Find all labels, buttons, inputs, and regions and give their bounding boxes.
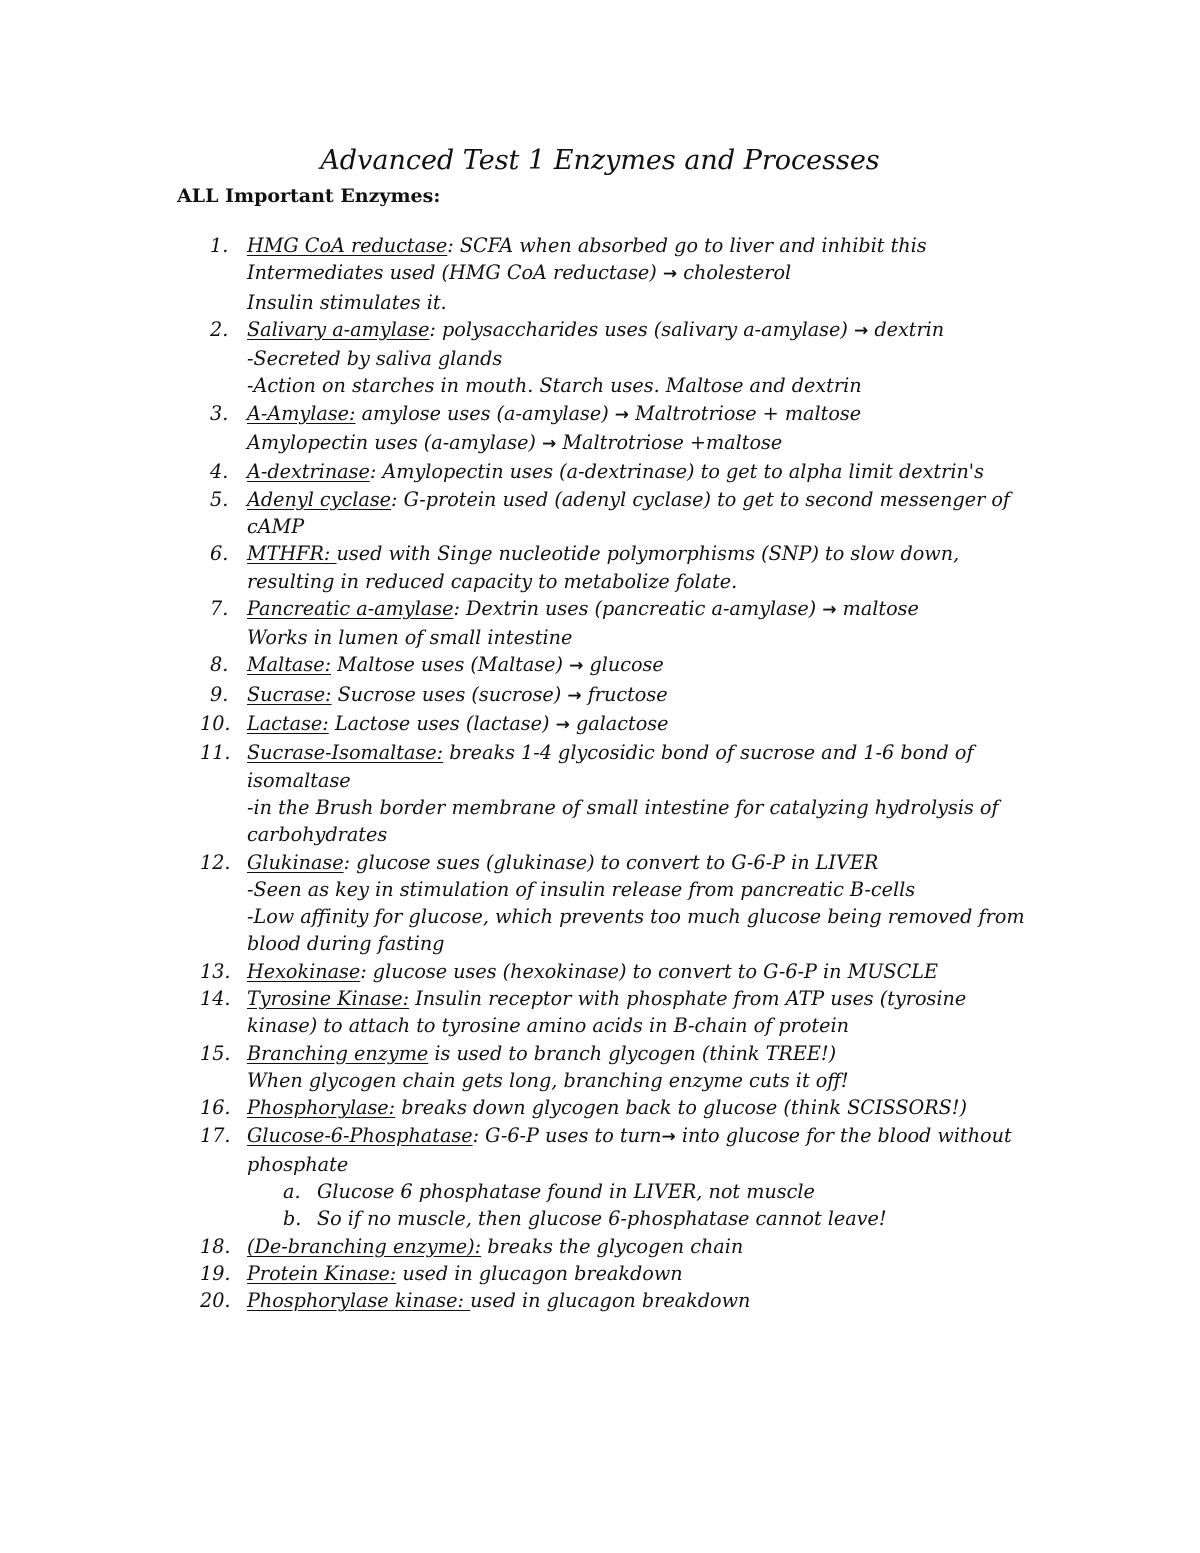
arrow-right-icon: → xyxy=(853,320,869,341)
enzyme-name: Glucose-6-Phosphatase xyxy=(247,1123,473,1147)
enzyme-continuation-line: Works in lumen of small intestine xyxy=(247,626,573,650)
arrow-right-icon: → xyxy=(822,599,837,620)
enzyme-continuation-line: Insulin stimulates it. xyxy=(247,290,447,314)
arrow-right-icon: → xyxy=(662,264,678,285)
enzyme-first-line xyxy=(247,595,1047,624)
enzyme-item xyxy=(0,1122,1047,1233)
document-title: Advanced Test 1 Enzymes and Processes xyxy=(320,145,880,176)
enzyme-continuation-line: -Low affinity for glucose, which prevents too much glucose being removed from xyxy=(247,905,1025,929)
enzyme-name: A-dextrinase xyxy=(247,460,370,484)
enzyme-first-line xyxy=(247,486,1047,513)
enzyme-description: used in glucagon breakdown xyxy=(396,1261,683,1285)
enzyme-continuation-line: -Action on starches in mouth. Starch uses. Maltose and dextrin xyxy=(247,374,862,398)
enzyme-first-line xyxy=(247,651,1047,680)
enzyme-item xyxy=(0,400,1047,459)
enzyme-description: : Amylopectin uses (a-dextrinase) to get to alpha limit dextrin's xyxy=(369,460,984,484)
enzyme-number: 19. xyxy=(200,1261,231,1285)
enzyme-number: 12. xyxy=(200,850,231,874)
enzyme-name: Lactase: xyxy=(247,712,329,736)
section-heading: ALL Important Enzymes: xyxy=(177,185,441,207)
enzyme-continuation-line: phosphate xyxy=(247,1152,349,1176)
enzyme-name: A-Amylase: xyxy=(247,401,356,425)
enzyme-name: Tyrosine Kinase: xyxy=(247,987,410,1011)
enzyme-first-line xyxy=(247,1040,1047,1067)
enzyme-sub-list xyxy=(247,1178,1047,1233)
enzyme-number: 10. xyxy=(200,712,231,736)
enzyme-name: Glukinase xyxy=(247,850,344,874)
enzyme-first-line xyxy=(247,710,1047,739)
enzyme-item xyxy=(0,486,1047,541)
enzyme-number: 11. xyxy=(200,741,231,765)
enzyme-description: is used to branch glycogen (think TREE!) xyxy=(428,1041,837,1065)
enzyme-continuation-line: Intermediates used (HMG CoA reductase) → cholesterol xyxy=(247,261,792,285)
enzyme-name: MTHFR: xyxy=(247,542,337,566)
enzyme-first-line xyxy=(247,232,1047,259)
enzyme-name: Phosphorylase kinase: xyxy=(247,1289,471,1313)
enzyme-name: HMG CoA reductase xyxy=(247,234,448,257)
enzyme-list xyxy=(0,232,1200,1315)
enzyme-continuation-line: cAMP xyxy=(247,514,305,538)
enzyme-first-line xyxy=(247,849,1047,876)
enzyme-name: Salivary a-amylase xyxy=(247,317,430,341)
enzyme-number: 16. xyxy=(200,1096,231,1120)
enzyme-first-line xyxy=(247,681,1047,710)
enzyme-name: Pancreatic a-amylase xyxy=(247,596,454,620)
enzyme-description: breaks down glycogen back to glucose (think SCISSORS!) xyxy=(395,1096,967,1120)
arrow-right-icon: → xyxy=(569,656,584,677)
enzyme-item xyxy=(0,651,1047,680)
enzyme-item xyxy=(0,316,1047,400)
enzyme-name: Branching enzyme xyxy=(247,1041,429,1065)
enzyme-description: used with Singe nucleotide polymorphisms (SNP) to slow down, xyxy=(336,542,960,566)
enzyme-item xyxy=(0,739,1047,848)
enzyme-number: 5. xyxy=(210,487,229,511)
enzyme-description: Lactose uses (lactase) → galactose xyxy=(328,712,669,736)
enzyme-item xyxy=(0,458,1047,485)
arrow-right-icon: → xyxy=(567,685,582,706)
enzyme-number: 3. xyxy=(210,401,229,425)
enzyme-number: 15. xyxy=(200,1041,231,1065)
enzyme-item xyxy=(0,1260,1047,1287)
sub-item-text: So if no muscle, then glucose 6-phosphatase cannot leave! xyxy=(317,1207,887,1231)
enzyme-description: : polysaccharides uses (salivary a-amylase) → dextrin xyxy=(429,317,945,341)
enzyme-description: : glucose sues (glukinase) to convert to G-6-P in LIVER xyxy=(343,850,879,874)
enzyme-description: : SCFA when absorbed go to liver and inhibit this xyxy=(447,234,927,257)
enzyme-first-line xyxy=(247,458,1047,485)
arrow-right-icon: → xyxy=(661,1126,676,1147)
arrow-right-icon: → xyxy=(555,715,570,736)
sub-item-letter: a. xyxy=(283,1180,301,1204)
enzyme-description: Maltose uses (Maltase) → glucose xyxy=(331,653,664,677)
enzyme-item xyxy=(0,1287,1047,1314)
enzyme-item xyxy=(0,1094,1047,1121)
enzyme-first-line xyxy=(247,316,1047,345)
enzyme-continuation-line: resulting in reduced capacity to metabolize folate. xyxy=(247,569,738,593)
enzyme-number: 9. xyxy=(210,682,229,706)
enzyme-number: 8. xyxy=(210,653,229,677)
enzyme-name: Phosphorylase: xyxy=(247,1096,396,1120)
enzyme-description: : G-protein used (adenyl cyclase) to get to second messenger of xyxy=(391,487,1011,511)
enzyme-description: : Dextrin uses (pancreatic a-amylase) → maltose xyxy=(453,596,919,620)
enzyme-first-line xyxy=(247,400,1047,429)
enzyme-first-line xyxy=(247,540,1047,567)
enzyme-number: 18. xyxy=(200,1234,231,1258)
enzyme-first-line xyxy=(247,1122,1047,1151)
enzyme-item xyxy=(0,958,1047,985)
enzyme-item xyxy=(0,232,1047,316)
enzyme-number: 2. xyxy=(210,317,229,341)
enzyme-continuation-line: -in the Brush border membrane of small intestine for catalyzing hydrolysis of xyxy=(247,795,999,819)
enzyme-first-line xyxy=(247,985,1047,1012)
enzyme-continuation-line: isomaltase xyxy=(247,768,351,792)
enzyme-first-line xyxy=(247,1233,1047,1260)
enzyme-description: breaks 1-4 glycosidic bond of sucrose and 1-6 bond of xyxy=(443,741,974,765)
enzyme-name: Protein Kinase: xyxy=(247,1261,397,1285)
enzyme-name: Hexokinase xyxy=(247,959,361,983)
enzyme-number: 7. xyxy=(210,596,229,620)
enzyme-first-line xyxy=(247,739,1047,766)
enzyme-first-line xyxy=(247,1094,1047,1121)
enzyme-number: 4. xyxy=(210,460,229,484)
enzyme-description: breaks the glycogen chain xyxy=(481,1234,744,1258)
enzyme-first-line xyxy=(247,1287,1047,1314)
enzyme-description: used in glucagon breakdown xyxy=(470,1289,751,1313)
sub-item-letter: b. xyxy=(283,1207,302,1231)
enzyme-name: Sucrase: xyxy=(247,682,332,706)
enzyme-sub-item xyxy=(247,1178,1047,1205)
enzyme-item xyxy=(0,985,1047,1040)
enzyme-item xyxy=(0,681,1047,710)
arrow-right-icon: → xyxy=(614,404,630,425)
enzyme-number: 13. xyxy=(200,959,231,983)
enzyme-continuation-line: kinase) to attach to tyrosine amino acids in B-chain of protein xyxy=(247,1014,849,1038)
enzyme-continuation-line: -Seen as key in stimulation of insulin release from pancreatic B-cells xyxy=(247,877,916,901)
enzyme-number: 6. xyxy=(210,542,229,566)
enzyme-continuation-line: carbohydrates xyxy=(247,823,388,847)
enzyme-sub-item xyxy=(247,1205,1047,1232)
sub-item-text: Glucose 6 phosphatase found in LIVER, not muscle xyxy=(317,1180,815,1204)
enzyme-first-line xyxy=(247,1260,1047,1287)
enzyme-description: : glucose uses (hexokinase) to convert to G-6-P in MUSCLE xyxy=(360,959,939,983)
enzyme-name: Adenyl cyclase xyxy=(247,487,392,511)
enzyme-item xyxy=(0,710,1047,739)
arrow-right-icon: → xyxy=(542,434,557,455)
enzyme-description: : G-6-P uses to turn→ into glucose for the blood without xyxy=(472,1123,1012,1147)
enzyme-continuation-line: When glycogen chain gets long, branching enzyme cuts it off! xyxy=(247,1068,849,1092)
enzyme-item xyxy=(0,849,1047,958)
enzyme-number: 14. xyxy=(200,987,231,1011)
enzyme-item xyxy=(0,595,1047,652)
enzyme-name: Sucrase-Isomaltase: xyxy=(247,741,444,765)
enzyme-number: 1. xyxy=(210,234,229,257)
enzyme-continuation-line: blood during fasting xyxy=(247,932,445,956)
enzyme-description: Insulin receptor with phosphate from ATP uses (tyrosine xyxy=(409,987,967,1011)
enzyme-description: amylose uses (a-amylase) → Maltrotriose + maltose xyxy=(355,401,862,425)
enzyme-continuation-line: Amylopectin uses (a-amylase) → Maltrotriose +maltose xyxy=(247,431,783,455)
enzyme-item xyxy=(0,1233,1047,1260)
enzyme-name: (De-branching enzyme): xyxy=(247,1234,482,1258)
enzyme-item xyxy=(0,1040,1047,1095)
enzyme-number: 20. xyxy=(200,1289,231,1313)
enzyme-number: 17. xyxy=(200,1123,231,1147)
enzyme-item xyxy=(0,540,1047,595)
enzyme-continuation-line: -Secreted by saliva glands xyxy=(247,347,503,371)
enzyme-name: Maltase: xyxy=(247,653,332,677)
enzyme-description: Sucrose uses (sucrose) → fructose xyxy=(331,682,668,706)
enzyme-first-line xyxy=(247,958,1047,985)
